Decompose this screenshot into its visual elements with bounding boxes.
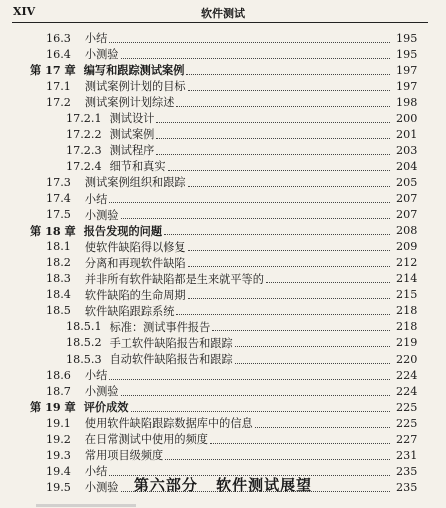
toc-section bbox=[46, 271, 418, 287]
toc-number: 18.2 bbox=[46, 256, 71, 270]
toc-section bbox=[46, 383, 418, 399]
toc-title: 小测验 bbox=[84, 208, 119, 222]
toc-subsection bbox=[66, 351, 418, 367]
leader-dots bbox=[235, 346, 390, 347]
toc-title: 细节和真实 bbox=[109, 160, 166, 174]
leader-dots bbox=[165, 459, 390, 460]
toc-title: 小结 bbox=[84, 369, 108, 383]
toc-page-number: 208 bbox=[396, 224, 418, 238]
part-heading bbox=[0, 474, 446, 495]
toc-section bbox=[46, 287, 418, 303]
page-number-roman: XIV bbox=[13, 5, 36, 18]
toc-number: 18.5.3 bbox=[66, 352, 102, 366]
toc-page-number: 215 bbox=[396, 288, 418, 302]
toc-chapter bbox=[30, 223, 418, 239]
toc-number: 17.5 bbox=[46, 208, 71, 222]
leader-dots bbox=[188, 298, 390, 299]
running-title: 软件测试 bbox=[201, 7, 245, 20]
toc-title: 小结 bbox=[84, 465, 108, 479]
leader-dots bbox=[109, 42, 390, 43]
leader-dots bbox=[188, 186, 390, 187]
leader-dots bbox=[266, 282, 390, 283]
toc-title: 手工软件缺陷报告和跟踪 bbox=[109, 336, 233, 350]
toc-section bbox=[46, 431, 418, 447]
toc-section bbox=[46, 207, 418, 223]
toc-section bbox=[46, 447, 418, 463]
toc-page-number: 224 bbox=[396, 384, 418, 398]
toc-number: 17.2.1 bbox=[66, 111, 102, 125]
toc-page-number: 204 bbox=[396, 159, 418, 173]
toc-title: 编写和跟踪测试案例 bbox=[83, 63, 185, 78]
toc-title: 测试案例组织和跟踪 bbox=[84, 176, 186, 190]
toc-title: 小测验 bbox=[84, 385, 119, 399]
toc-subsection bbox=[66, 126, 418, 142]
leader-dots bbox=[235, 363, 390, 364]
leader-dots bbox=[255, 427, 390, 428]
toc-page-number: 203 bbox=[396, 143, 418, 157]
leader-dots bbox=[212, 330, 390, 331]
toc-title: 在日常测试中使用的频度 bbox=[84, 433, 208, 447]
toc-page-number: 198 bbox=[396, 95, 418, 109]
toc-title: 测试程序 bbox=[109, 144, 155, 158]
toc-section bbox=[46, 78, 418, 94]
toc-page-number: 227 bbox=[396, 432, 418, 446]
toc-number: 18.6 bbox=[46, 368, 71, 382]
toc-number: 17.3 bbox=[46, 175, 71, 189]
toc-section bbox=[46, 367, 418, 383]
toc-section bbox=[46, 415, 418, 431]
toc-number: 17.1 bbox=[46, 79, 71, 93]
toc-number: 18.1 bbox=[46, 240, 71, 254]
toc-title: 自动软件缺陷报告和跟踪 bbox=[109, 353, 233, 366]
toc-title: 测试案例计划综述 bbox=[84, 96, 175, 110]
toc-title: 标准：测试事件报告 bbox=[109, 320, 211, 334]
leader-dots bbox=[188, 266, 390, 267]
toc-page-number: 201 bbox=[396, 127, 418, 141]
toc-title: 测试案例计划的目标 bbox=[84, 80, 186, 94]
toc-number: 18.3 bbox=[46, 272, 71, 286]
toc-number: 17.2.3 bbox=[66, 143, 102, 157]
toc-page-number: 212 bbox=[396, 256, 418, 270]
leader-dots bbox=[176, 314, 390, 315]
leader-dots bbox=[188, 250, 390, 251]
toc-page-number: 207 bbox=[396, 208, 418, 222]
toc-number: 18.4 bbox=[46, 288, 71, 302]
toc-title: 小测验 bbox=[84, 481, 119, 495]
toc-chapter bbox=[30, 62, 418, 78]
toc-title: 使软件缺陷得以修复 bbox=[84, 240, 186, 254]
toc-subsection bbox=[66, 319, 418, 335]
toc-number: 17.2.2 bbox=[66, 127, 102, 141]
leader-dots bbox=[121, 218, 391, 219]
toc-title: 测试案例 bbox=[109, 128, 155, 142]
toc-number: 第 18 章 bbox=[30, 223, 76, 238]
leader-dots bbox=[131, 411, 391, 412]
toc-section bbox=[46, 30, 418, 46]
toc-title: 软件缺陷的生命周期 bbox=[84, 288, 186, 302]
toc-title: 小结 bbox=[84, 32, 108, 45]
toc-page-number: 235 bbox=[396, 464, 418, 478]
toc-section bbox=[46, 303, 418, 319]
toc-subsection bbox=[66, 110, 418, 126]
toc-number: 18.7 bbox=[46, 384, 71, 398]
toc-page-number: 209 bbox=[396, 240, 418, 254]
toc-subsection bbox=[66, 142, 418, 158]
toc-page-number: 200 bbox=[396, 111, 418, 125]
toc-title: 报告发现的问题 bbox=[83, 223, 163, 238]
toc-number: 19.3 bbox=[46, 448, 71, 462]
toc-page-number: 220 bbox=[396, 352, 418, 366]
toc-number: 第 17 章 bbox=[30, 63, 76, 78]
toc-number: 18.5.2 bbox=[66, 336, 102, 350]
toc-number: 19.4 bbox=[46, 464, 71, 478]
toc-page-number: 197 bbox=[396, 79, 418, 93]
page-header bbox=[0, 0, 446, 22]
toc-page-number: 225 bbox=[396, 416, 418, 430]
part-label: 第六部分 bbox=[133, 476, 198, 494]
toc-number: 19.1 bbox=[46, 416, 71, 430]
toc-number: 第 19 章 bbox=[30, 400, 76, 415]
leader-dots bbox=[121, 395, 391, 396]
toc-page-number: 224 bbox=[396, 368, 418, 382]
toc-title: 软件缺陷跟踪系统 bbox=[84, 304, 175, 318]
toc-page-number: 195 bbox=[396, 31, 418, 45]
toc-page-number: 205 bbox=[396, 175, 418, 189]
toc-section bbox=[46, 46, 418, 62]
toc-page-number: 195 bbox=[396, 47, 418, 61]
toc-title: 分离和再现软件缺陷 bbox=[84, 256, 186, 270]
toc-number: 16.4 bbox=[46, 47, 71, 61]
toc-page-number: 219 bbox=[396, 336, 418, 350]
leader-dots bbox=[156, 122, 390, 123]
toc-chapter bbox=[30, 399, 418, 415]
toc-number: 17.2 bbox=[46, 95, 71, 109]
toc-title: 常用项目级频度 bbox=[84, 449, 164, 463]
toc-page-number: 207 bbox=[396, 192, 418, 205]
toc-title: 小结 bbox=[84, 192, 108, 206]
toc-number: 17.4 bbox=[46, 192, 71, 205]
toc-title: 小测验 bbox=[84, 48, 119, 62]
toc-number: 19.5 bbox=[46, 480, 71, 494]
leader-dots bbox=[186, 74, 390, 75]
leader-dots bbox=[156, 138, 390, 139]
toc-number: 19.2 bbox=[46, 432, 71, 446]
leader-dots bbox=[188, 90, 390, 91]
leader-dots bbox=[121, 58, 391, 59]
header-rule bbox=[12, 22, 428, 23]
toc-number: 17.2.4 bbox=[66, 159, 102, 173]
toc-title: 使用软件缺陷跟踪数据库中的信息 bbox=[84, 417, 253, 431]
toc-number: 16.3 bbox=[46, 31, 71, 45]
toc-section bbox=[46, 94, 418, 110]
toc-title: 并非所有软件缺陷都是生来就平等的 bbox=[84, 272, 264, 286]
toc-subsection bbox=[66, 158, 418, 174]
toc-page-number: 231 bbox=[396, 448, 418, 462]
toc-section bbox=[46, 255, 418, 271]
toc-number: 18.5 bbox=[46, 304, 71, 318]
toc-page-number: 225 bbox=[396, 400, 418, 414]
leader-dots bbox=[176, 106, 390, 107]
toc-title: 评价成效 bbox=[83, 400, 129, 415]
leader-dots bbox=[109, 202, 390, 203]
toc-page-number: 197 bbox=[396, 63, 418, 77]
toc-section bbox=[46, 239, 418, 255]
leader-dots bbox=[168, 170, 390, 171]
toc-number: 18.5.1 bbox=[66, 320, 102, 334]
leader-dots bbox=[164, 234, 390, 235]
toc-section bbox=[46, 191, 418, 207]
toc-page-number: 218 bbox=[396, 304, 418, 318]
toc-subsection bbox=[66, 335, 418, 351]
leader-dots bbox=[109, 379, 390, 380]
part-title: 软件测试展望 bbox=[216, 476, 313, 494]
toc-page-number: 235 bbox=[396, 480, 418, 494]
toc-page-number: 218 bbox=[396, 320, 418, 334]
toc-page-number: 214 bbox=[396, 272, 418, 286]
toc-title: 测试设计 bbox=[109, 112, 155, 126]
leader-dots bbox=[156, 154, 390, 155]
toc-section bbox=[46, 174, 418, 190]
leader-dots bbox=[210, 443, 390, 444]
